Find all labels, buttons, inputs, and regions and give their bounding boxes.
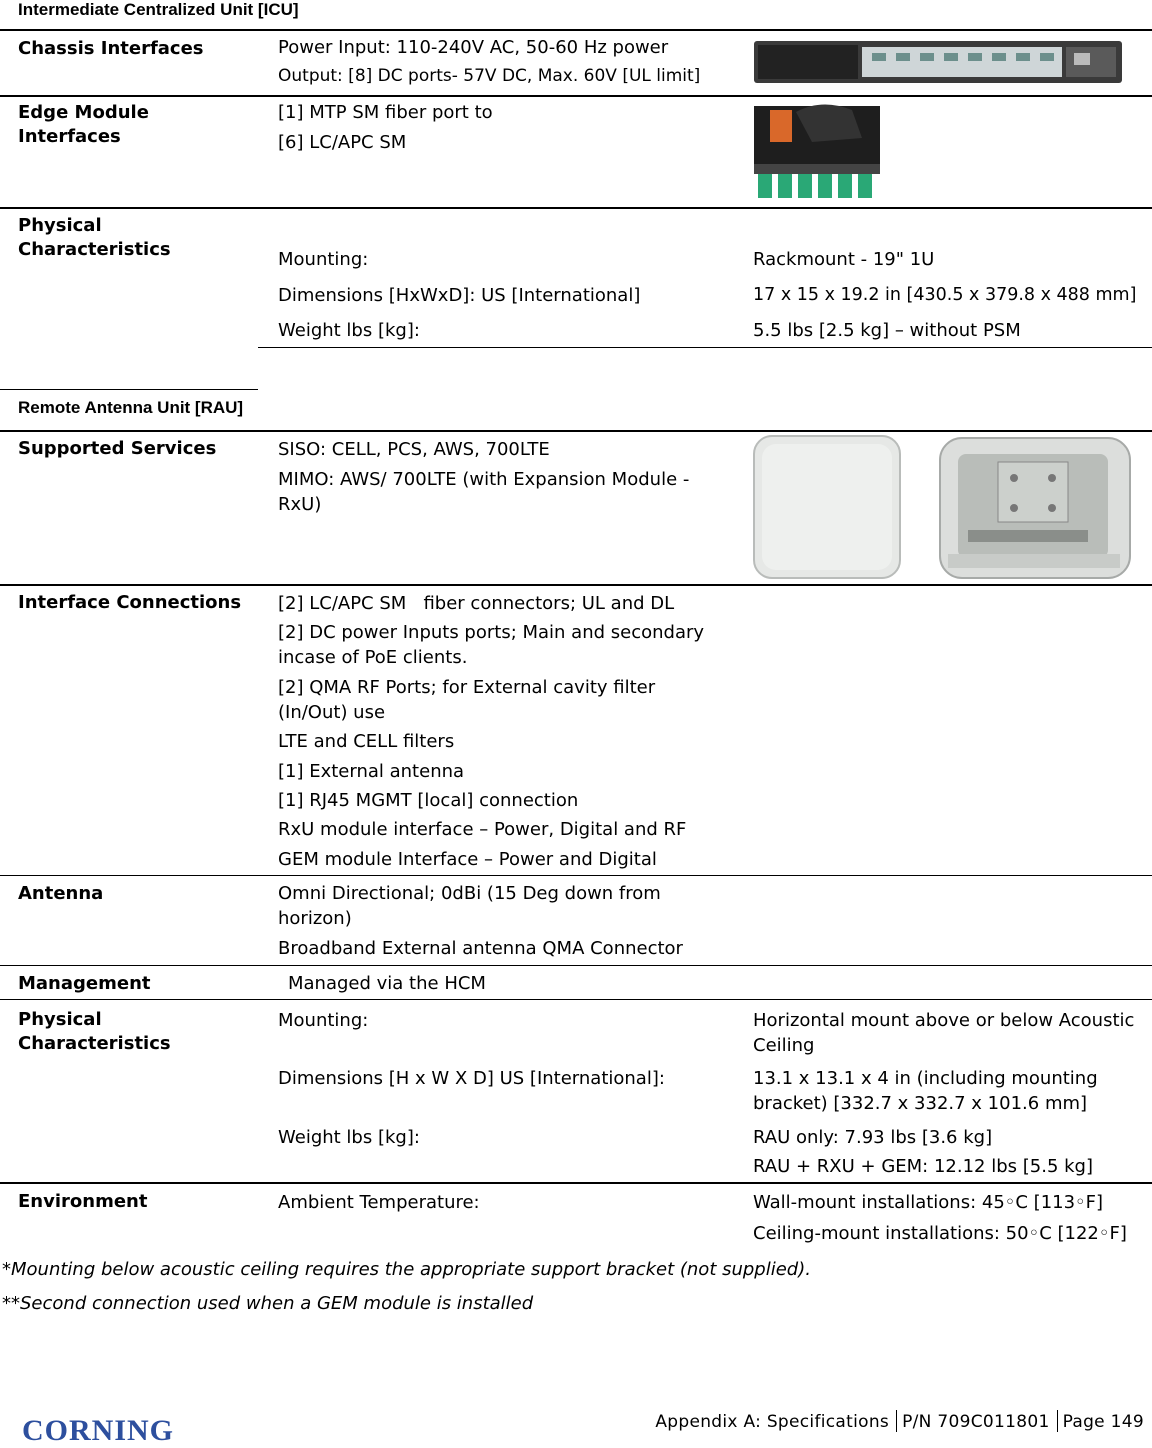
footnote-mounting: *Mounting below acoustic ceiling requires the appropriate support bracket (not supplied). bbox=[2, 1259, 811, 1280]
rau-weight-label: Weight lbs [kg]: bbox=[278, 1127, 420, 1148]
interface-line: [1] External antenna bbox=[278, 761, 465, 782]
icu-section-title: Intermediate Centralized Unit [ICU] bbox=[18, 0, 299, 19]
antenna-label: Antenna bbox=[18, 883, 104, 904]
interface-line: LTE and CELL filters bbox=[278, 731, 455, 752]
ambient-temp-label: Ambient Temperature: bbox=[278, 1192, 480, 1213]
edge-module-label: Edge Module Interfaces bbox=[18, 102, 149, 147]
supported-services-label: Supported Services bbox=[18, 438, 217, 459]
footnote-second-connection: **Second connection used when a GEM module is installed bbox=[2, 1293, 534, 1314]
antenna-omni: Omni Directional; 0dBi (15 Deg down from horizon) bbox=[278, 883, 661, 929]
divider bbox=[0, 999, 1152, 1000]
antenna-broadband: Broadband External antenna QMA Connector bbox=[278, 938, 683, 959]
footer-part-number: P/N 709C011801 bbox=[902, 1412, 1050, 1432]
rau-mounting-value: Horizontal mount above or below Acoustic Ceiling bbox=[753, 1010, 1135, 1056]
interface-line: [2] QMA RF Ports; for External cavity filter (In/Out) use bbox=[278, 677, 656, 723]
divider bbox=[0, 875, 1152, 876]
chassis-output: Output: [8] DC ports- 57V DC, Max. 60V [UL limit] bbox=[278, 66, 701, 86]
rau-dimensions-value: 13.1 x 13.1 x 4 in (including mounting bracket) [332.7 x 332.7 x 101.6 mm] bbox=[753, 1068, 1098, 1114]
chassis-interfaces-label: Chassis Interfaces bbox=[18, 38, 204, 59]
icu-weight-value: 5.5 lbs [2.5 kg] – without PSM bbox=[753, 320, 1021, 341]
interface-line: [2] DC power Inputs ports; Main and secondary incase of PoE clients. bbox=[278, 622, 705, 668]
icu-mounting-value: Rackmount - 19" 1U bbox=[753, 249, 935, 270]
interface-line: GEM module Interface – Power and Digital bbox=[278, 849, 657, 870]
divider bbox=[0, 207, 1152, 209]
divider bbox=[0, 1182, 1152, 1184]
services-siso: SISO: CELL, PCS, AWS, 700LTE bbox=[278, 439, 550, 460]
icu-mounting-label: Mounting: bbox=[278, 249, 369, 270]
rau-weight-value-full: RAU + RXU + GEM: 12.12 lbs [5.5 kg] bbox=[753, 1156, 1093, 1177]
footer-page-number: Page 149 bbox=[1062, 1412, 1144, 1432]
icu-chassis-photo bbox=[754, 37, 1122, 87]
rau-weight-value: RAU only: 7.93 lbs [3.6 kg] bbox=[753, 1127, 993, 1148]
wall-mount-temp: Wall-mount installations: 45◦C [113◦F] bbox=[753, 1192, 1104, 1213]
page-footer bbox=[655, 1410, 1144, 1432]
environment-label: Environment bbox=[18, 1191, 148, 1212]
divider bbox=[0, 95, 1152, 97]
interface-line: [2] LC/APC SM fiber connectors; UL and DL bbox=[278, 593, 675, 614]
divider bbox=[0, 965, 1152, 966]
edge-module-photo bbox=[752, 98, 884, 202]
rau-photos bbox=[752, 434, 1136, 582]
management-value: Managed via the HCM bbox=[288, 973, 486, 994]
management-label: Management bbox=[18, 973, 151, 994]
divider bbox=[0, 430, 1152, 432]
icu-dimensions-value: 17 x 15 x 19.2 in [430.5 x 379.8 x 488 mm] bbox=[753, 285, 1137, 305]
interface-line: [1] RJ45 MGMT [local] connection bbox=[278, 790, 579, 811]
chassis-power-input: Power Input: 110-240V AC, 50-60 Hz power bbox=[278, 37, 669, 58]
divider bbox=[0, 389, 258, 390]
services-mimo: MIMO: AWS/ 700LTE (with Expansion Module - RxU) bbox=[278, 469, 690, 515]
edge-mtp-port: [1] MTP SM fiber port to bbox=[278, 102, 493, 123]
footer-section: Appendix A: Specifications bbox=[655, 1412, 890, 1432]
divider bbox=[0, 29, 1152, 31]
rau-mounting-label: Mounting: bbox=[278, 1010, 369, 1031]
rau-dimensions-label: Dimensions [H x W X D] US [International]: bbox=[278, 1068, 665, 1089]
rau-section-title: Remote Antenna Unit [RAU] bbox=[18, 398, 244, 417]
ceiling-mount-temp: Ceiling-mount installations: 50◦C [122◦F] bbox=[753, 1223, 1127, 1244]
divider bbox=[0, 584, 1152, 586]
interface-connections-label: Interface Connections bbox=[18, 592, 242, 613]
rau-physical-label: Physical Characteristics bbox=[18, 1009, 171, 1054]
icu-physical-label: Physical Characteristics bbox=[18, 215, 171, 260]
icu-dimensions-label: Dimensions [HxWxD]: US [International] bbox=[278, 285, 641, 306]
edge-lcapc: [6] LC/APC SM bbox=[278, 132, 407, 153]
corning-logo: CORNING bbox=[22, 1414, 175, 1447]
divider bbox=[258, 347, 1152, 348]
icu-weight-label: Weight lbs [kg]: bbox=[278, 320, 420, 341]
interface-line: RxU module interface – Power, Digital and RF bbox=[278, 819, 687, 840]
